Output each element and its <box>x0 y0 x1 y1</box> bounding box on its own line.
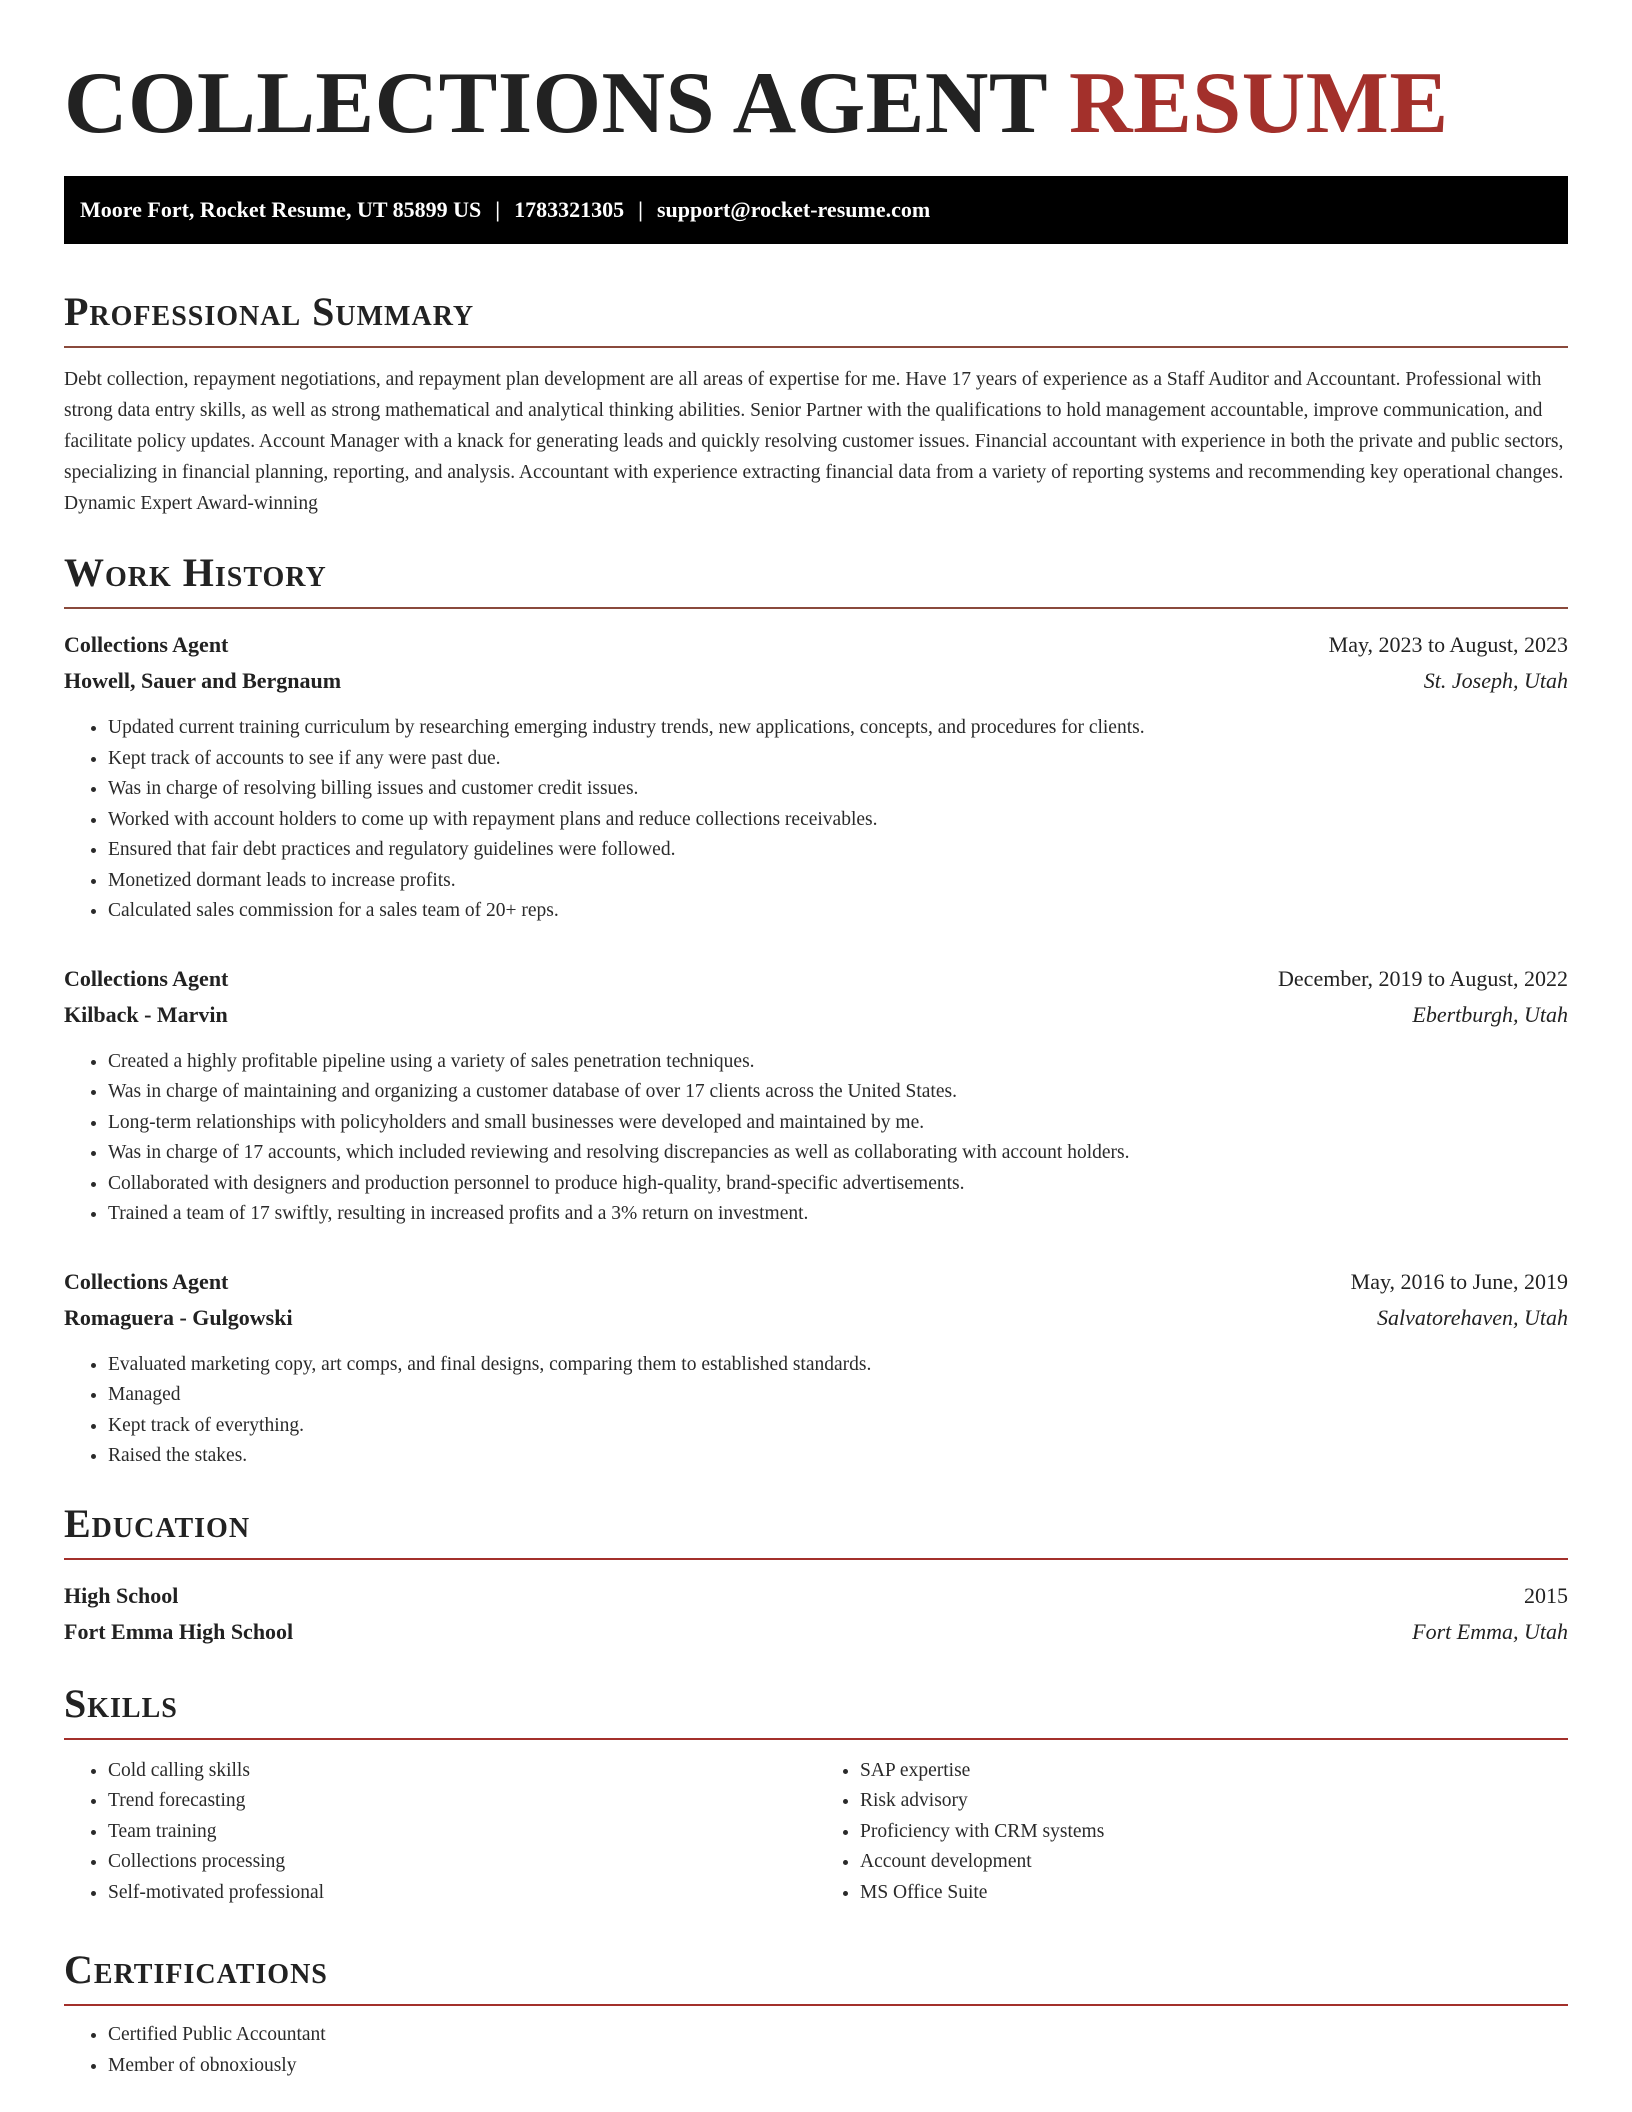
list-item: • SAP expertise <box>860 1756 1568 1787</box>
list-item: • MS Office Suite <box>860 1878 1568 1909</box>
summary-text: Debt collection, repayment negotiations, and repayment plan development are all areas of expertise for me. Have 17 years of experience as a Staff Auditor and Accountant. Professional with strong data entry skills, as well as strong mathematical and analytical thinking abilities. Senior Partner with the qualifications to hold management accountable, improve communication, and facilitate policy updates. Account Manager with a knack for generating leads and quickly resolving customer issues. Financial accountant with experience in both the private and public sectors, specializing in financial planning, reporting, and analysis. Accountant with experience extracting financial data from a variety of reporting systems and recommending key operational changes. Dynamic Expert Award-winning <box>64 369 1564 514</box>
list-item: • Cold calling skills <box>108 1756 816 1787</box>
contact-address: Moore Fort, Rocket Resume, UT 85899 US <box>80 197 482 222</box>
job-location: Ebertburgh, Utah <box>1412 1001 1568 1027</box>
education-year: 2015 <box>1524 1582 1568 1608</box>
contact-phone[interactable]: 1783321305 <box>514 197 625 222</box>
list-item: • Proficiency with CRM systems <box>860 1817 1568 1848</box>
list-item: • Evaluated marketing copy, art comps, and final designs, comparing them to established standards. <box>108 1350 1568 1381</box>
list-item: • Self-motivated professional <box>108 1878 816 1909</box>
job-title: Collections Agent <box>64 632 229 657</box>
education-degree: High School <box>64 1582 179 1608</box>
list-item: • Trend forecasting <box>108 1786 816 1817</box>
job-company-row <box>64 997 1568 1033</box>
certifications-list <box>64 2020 1568 2081</box>
education-heading: Education <box>64 1500 1568 1560</box>
summary-heading: Professional Summary <box>64 288 1568 348</box>
list-item: • Team training <box>108 1817 816 1848</box>
skills-grid <box>64 1756 1568 1909</box>
education-school-row <box>64 1614 1568 1650</box>
list-item: • Risk advisory <box>860 1786 1568 1817</box>
list-item: • Calculated sales commission for a sales team of 20+ reps. <box>108 896 1568 927</box>
contact-separator: | <box>638 197 643 222</box>
title-main: COLLECTIONS AGENT <box>64 55 1047 152</box>
list-item: • Kept track of everything. <box>108 1411 1568 1442</box>
list-item: • Raised the stakes. <box>108 1441 1568 1472</box>
work-history-heading: Work History <box>64 549 1568 609</box>
list-item: • Was in charge of maintaining and organizing a customer database of over 17 clients across the United States. <box>108 1077 1568 1108</box>
job-dates: May, 2016 to June, 2019 <box>1350 1268 1568 1294</box>
job-title-row <box>64 961 1568 997</box>
job-title-row <box>64 1264 1568 1300</box>
education-location: Fort Emma, Utah <box>1412 1618 1568 1644</box>
list-item: • Created a highly profitable pipeline using a variety of sales penetration techniques. <box>108 1047 1568 1078</box>
job-bullets <box>64 1047 1568 1230</box>
skills-right-list <box>816 1756 1568 1909</box>
job-company: Romaguera - Gulgowski <box>64 1304 293 1330</box>
list-item: • Member of obnoxiously <box>108 2051 1568 2082</box>
job-entry <box>64 961 1568 1230</box>
education-entry <box>64 1578 1568 1650</box>
title-accent: RESUME <box>1069 55 1449 152</box>
job-entry <box>64 627 1568 927</box>
list-item: • Certified Public Accountant <box>108 2020 1568 2051</box>
job-title: Collections Agent <box>64 1268 229 1294</box>
resume-title <box>64 55 1568 152</box>
job-company-row <box>64 1300 1568 1336</box>
list-item: • Kept track of accounts to see if any were past due. <box>108 744 1568 775</box>
certifications-heading: Certifications <box>64 1946 1568 2006</box>
job-company: Howell, Sauer and Bergnaum <box>64 668 342 693</box>
skills-left-list <box>64 1756 816 1909</box>
list-item: • Worked with account holders to come up with repayment plans and reduce collections receivables. <box>108 805 1568 836</box>
list-item: • Account development <box>860 1847 1568 1878</box>
job-location: Salvatorehaven, Utah <box>1376 1304 1568 1330</box>
contact-bar <box>64 176 1568 244</box>
education-degree-row <box>64 1578 1568 1614</box>
resume-page <box>64 0 1568 2081</box>
list-item: • Was in charge of 17 accounts, which included reviewing and resolving discrepancies as well as collaborating with account holders. <box>108 1138 1568 1169</box>
list-item: • Ensured that fair debt practices and regulatory guidelines were followed. <box>108 835 1568 866</box>
list-item: • Collaborated with designers and production personnel to produce high-quality, brand-specific advertisements. <box>108 1169 1568 1200</box>
job-bullets <box>64 1350 1568 1472</box>
job-dates: December, 2019 to August, 2022 <box>1278 965 1568 991</box>
job-dates: May, 2023 to August, 2023 <box>1328 632 1568 657</box>
list-item: • Updated current training curriculum by researching emerging industry trends, new applications, concepts, and procedures for clients. <box>108 713 1568 744</box>
job-title: Collections Agent <box>64 965 229 991</box>
contact-email[interactable]: support@rocket-resume.com <box>656 197 931 222</box>
job-bullets <box>64 713 1568 927</box>
job-company: Kilback - Marvin <box>64 1001 228 1027</box>
skills-heading: Skills <box>64 1680 1568 1740</box>
list-item: • Trained a team of 17 swiftly, resulting in increased profits and a 3% return on investment. <box>108 1199 1568 1230</box>
job-location: St. Joseph, Utah <box>1423 668 1568 693</box>
contact-separator: | <box>495 197 501 222</box>
list-item: • Long-term relationships with policyholders and small businesses were developed and maintained by me. <box>108 1108 1568 1139</box>
job-company-row <box>64 663 1568 699</box>
job-title-row <box>64 627 1568 663</box>
education-school: Fort Emma High School <box>64 1618 294 1644</box>
job-entry <box>64 1264 1568 1472</box>
list-item: • Monetized dormant leads to increase profits. <box>108 866 1568 897</box>
list-item: • Collections processing <box>108 1847 816 1878</box>
list-item: • Was in charge of resolving billing issues and customer credit issues. <box>108 774 1568 805</box>
list-item: • Managed <box>108 1380 1568 1411</box>
